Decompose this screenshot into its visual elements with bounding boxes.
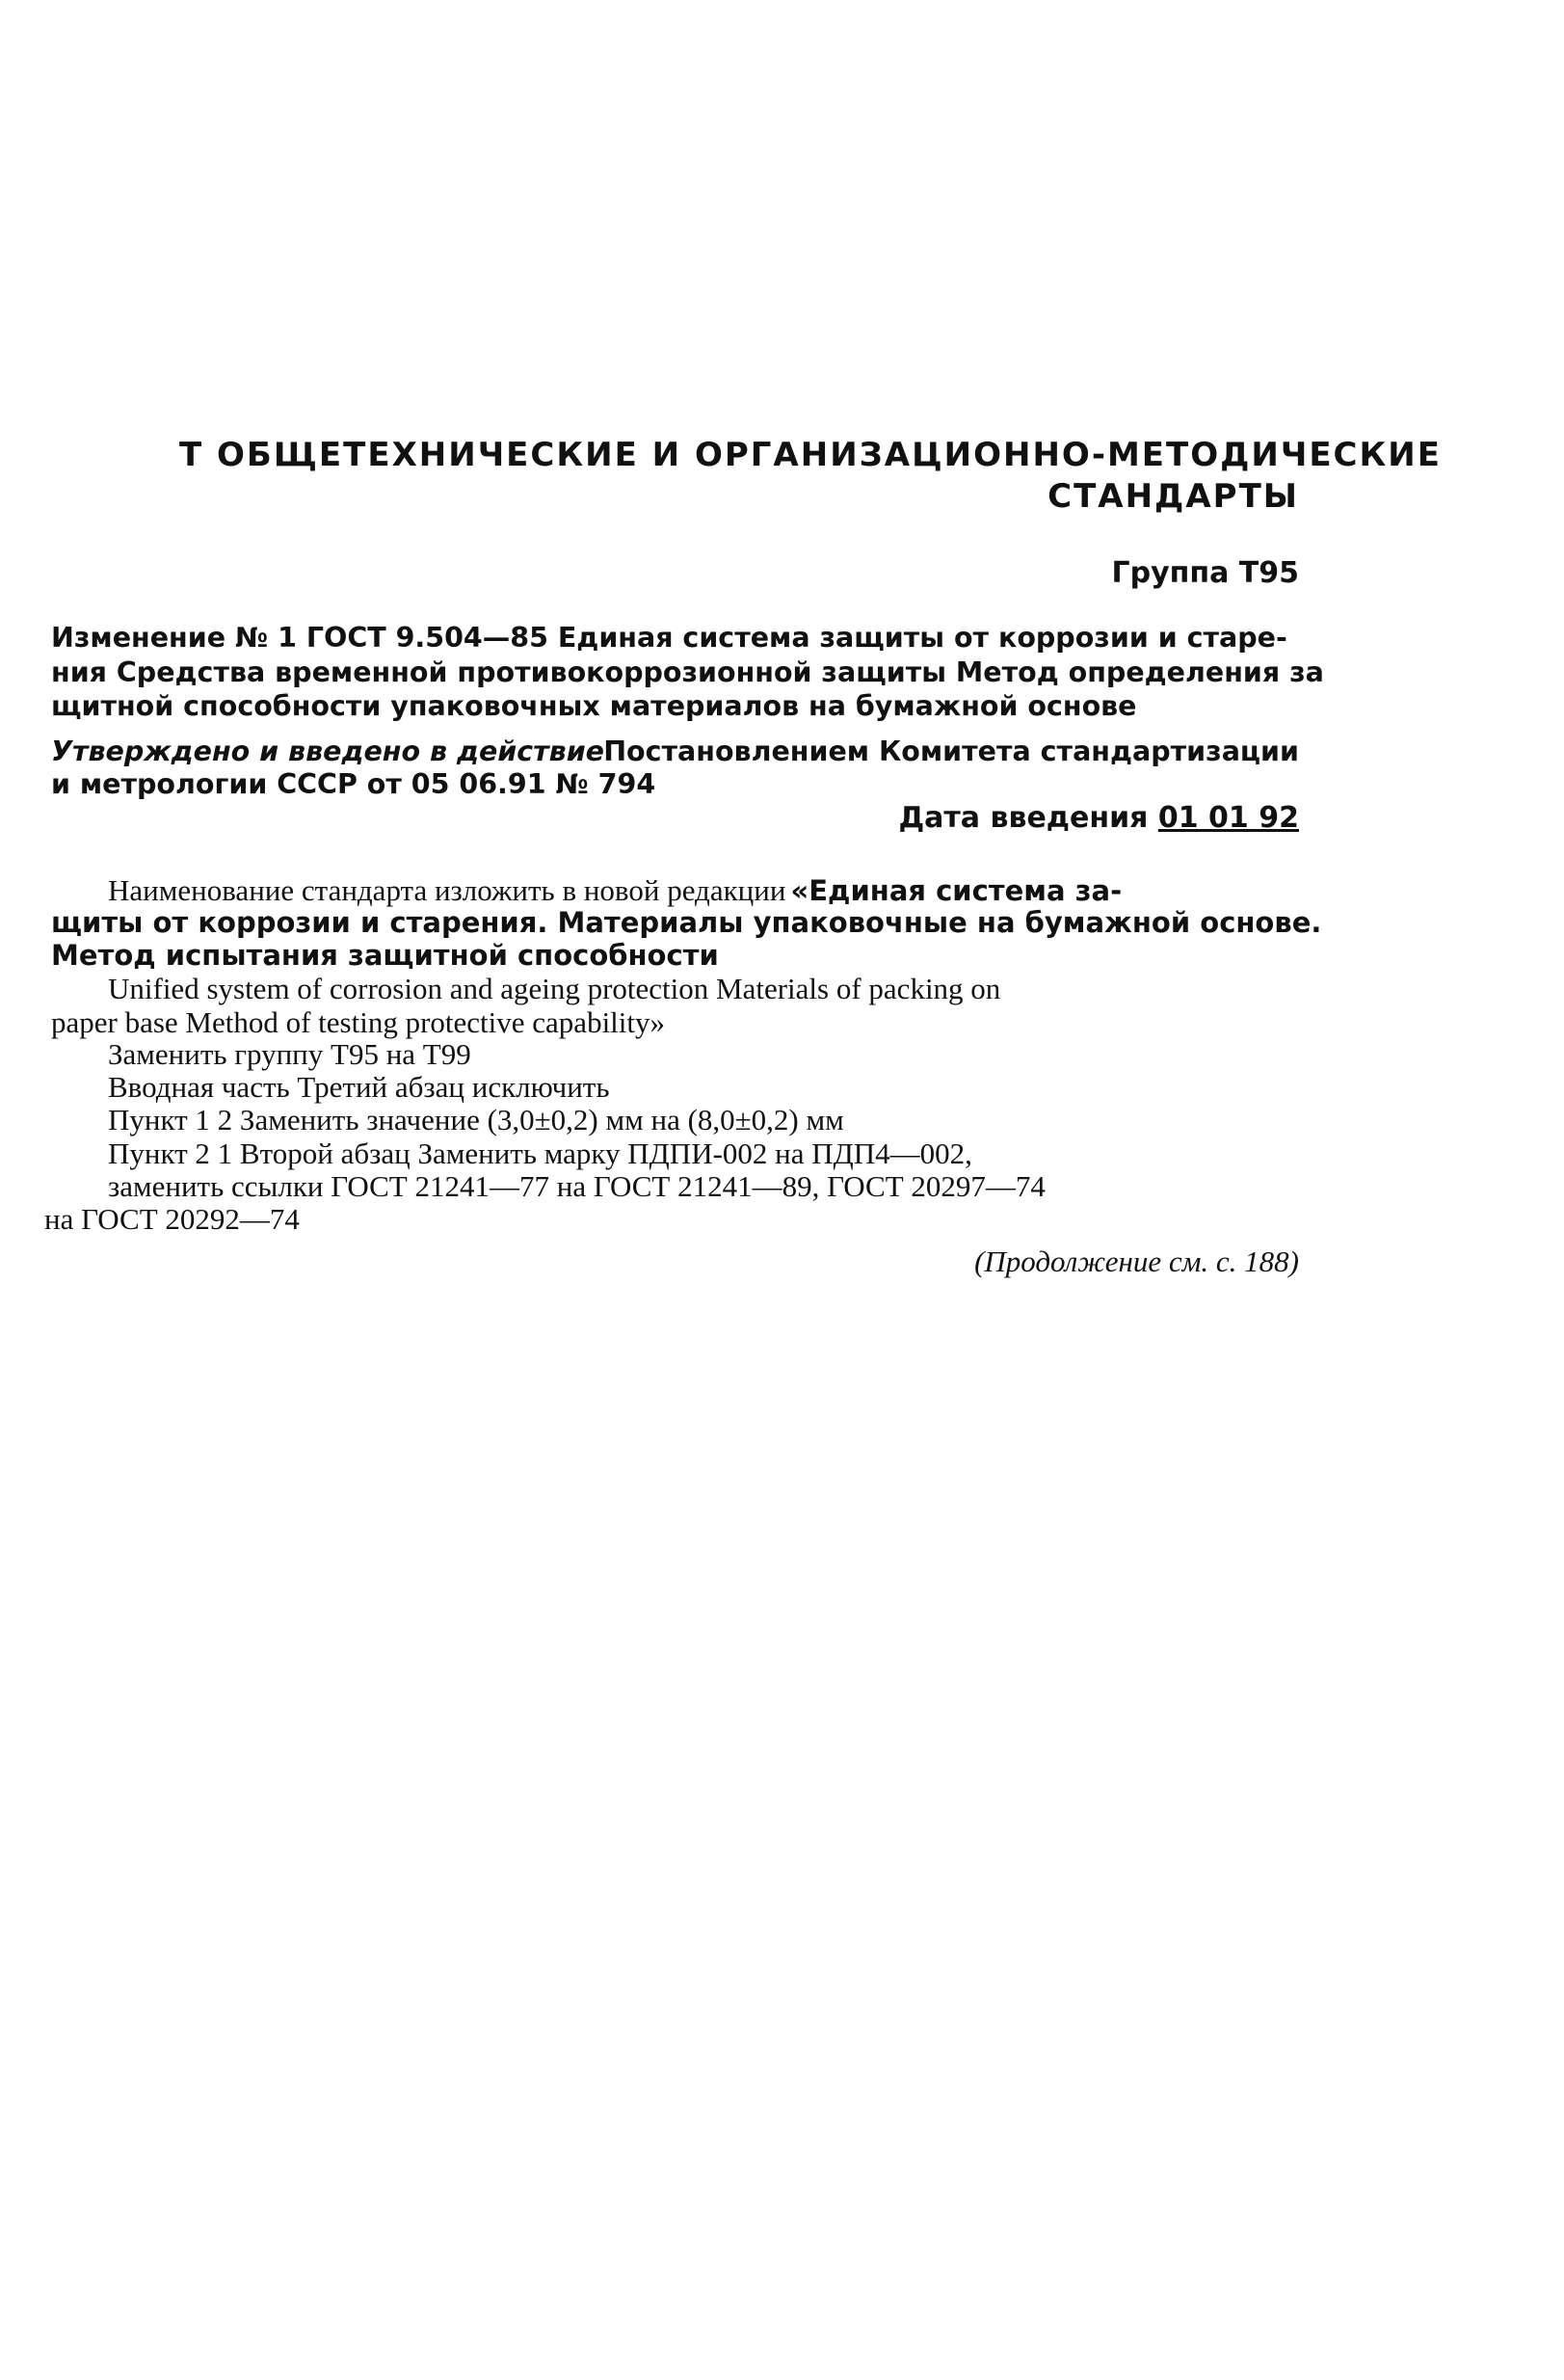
approved-line2: и метрологии СССР от 05 06.91 № 794 [51, 768, 656, 800]
continuation-note: (Продолжение см. с. 188) [974, 1244, 1299, 1278]
body-p4: Пункт 1 2 Заменить значение (3,0±0,2) мм на (8,0±0,2) мм [108, 1103, 844, 1137]
body-p5-line1: Пункт 2 1 Второй абзац Заменить марку ПДПИ-002 на ПДП4—002, [108, 1137, 972, 1170]
change-title-line3: щитной способности упаковочных материалов на бумажной основе [51, 690, 1137, 722]
body-p1-line5: paper base Method of testing protective capability» [51, 1005, 666, 1039]
approved-label: Утверждено и введено в действие [51, 735, 605, 767]
effective-date [898, 801, 1299, 835]
body-p1-line4: Unified system of corrosion and ageing protection Materials of packing on [108, 972, 1001, 1005]
section-title-line1: Т ОБЩЕТЕХНИЧЕСКИЕ И ОРГАНИЗАЦИОННО-МЕТОДИЧЕСКИЕ [179, 436, 1442, 474]
body-p5-line2: заменить ссылки ГОСТ 21241—77 на ГОСТ 21241—89, ГОСТ 20297—74 [108, 1169, 1046, 1203]
body-p3: Вводная часть Третий абзац исключить [108, 1070, 610, 1104]
body-p2: Заменить группу Т95 на Т99 [108, 1037, 471, 1071]
body-p1-line2: щиты от коррозии и старения. Материалы упаковочные на бумажной основе. [51, 906, 1322, 939]
body-p5-line3: на ГОСТ 20292—74 [44, 1202, 300, 1236]
body-p1-line3: Метод испытания защитной способности [51, 939, 719, 972]
section-title-line2: СТАНДАРТЫ [1047, 477, 1299, 516]
change-title-line1: Изменение № 1 ГОСТ 9.504—85 Единая система защиты от коррозии и старе- [51, 622, 1287, 654]
effective-date-label: Дата введения [898, 801, 1149, 835]
body-p1-line1-plain: Наименование стандарта изложить в новой редакции [108, 873, 786, 907]
body-p1-line1-bold: «Единая система за- [790, 874, 1123, 907]
group-code: Группа Т95 [1111, 556, 1299, 590]
approved-authority: Постановлением Комитета стандартизации [603, 735, 1299, 767]
body-p1-line1 [108, 875, 1122, 905]
effective-date-value: 01 01 92 [1157, 801, 1299, 835]
change-title-line2: ния Средства временной противокоррозионной защиты Метод определения за [51, 656, 1324, 688]
